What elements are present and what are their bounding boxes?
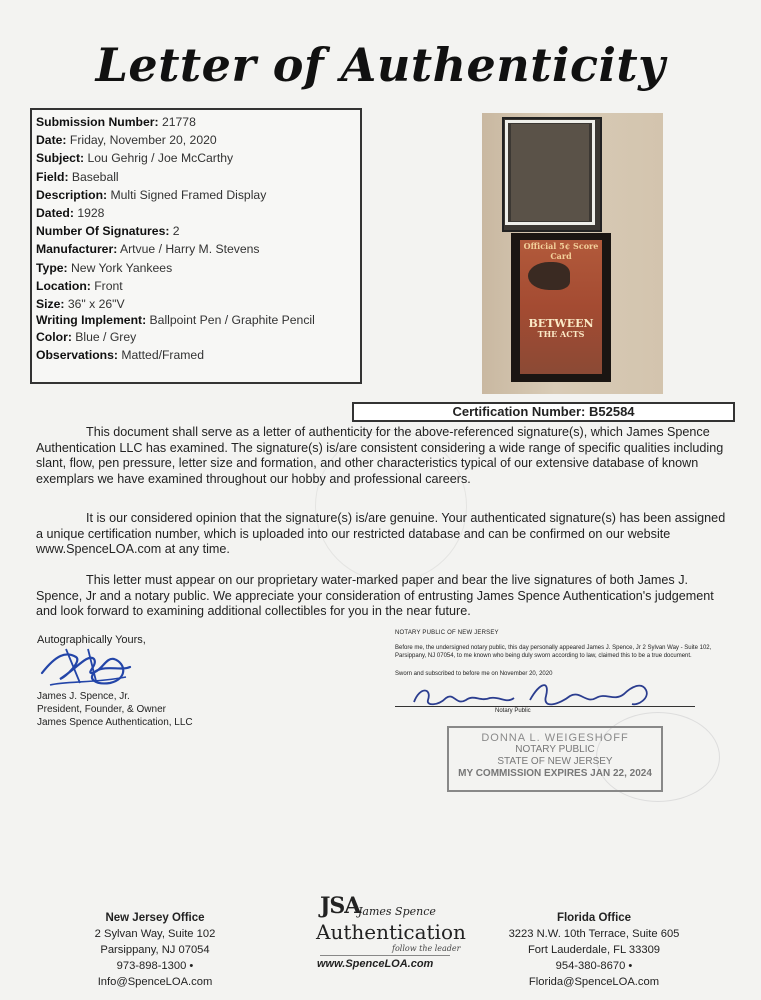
notary-signature [410,676,660,714]
submission-details-box [30,108,362,384]
hall-of-fame-plaque [511,124,589,221]
certification-number: B52584 [588,404,635,419]
page-title: Letter of Authenticity [95,38,666,92]
logo-divider [320,955,450,956]
closing-salutation: Autographically Yours, [37,634,146,646]
notary-public-label: Notary Public [495,708,531,714]
detail-row-subject: Subject: Lou Gehrig / Joe McCarthy [36,151,234,166]
logo-james-spence: James Spence [358,905,436,918]
detail-row-color: Color: Blue / Grey [36,329,137,344]
detail-row-manufacturer: Manufacturer: Artvue / Harry M. Stevens [36,242,260,257]
notary-heading: NOTARY PUBLIC OF NEW JERSEY [395,630,499,636]
logo-tagline: follow the leader [392,944,461,953]
paragraph-opinion: It is our considered opinion that the signature(s) is/are genuine. Your authenticated signature(s) has been assigned a unique certification number, which is uploaded into our restricted database and can be confirmed on our website www.SpenceLOA.com at any time. [36,511,726,557]
scorecard-shoe-ad [528,262,570,290]
notary-sworn-date: Sworn and subscribed to before me on November 20, 2020 [395,671,553,677]
detail-row-writing-implement: Writing Implement: Ballpoint Pen / Graphite Pencil [36,313,315,328]
detail-row-location: Location: Front [36,278,123,293]
office-fl-title: Florida Office [556,912,632,924]
detail-row-dated: Dated: 1928 [36,206,105,221]
notary-stamp: DONNA L. WEIGESHOFF NOTARY PUBLIC STATE OF NEW JERSEY MY COMMISSION EXPIRES JAN 22, 2024 [447,726,663,792]
notary-signature-line [395,706,695,707]
certification-number-box [352,402,735,422]
logo-jsa-text: JSA [320,893,361,919]
paragraph-watermark: This letter must appear on our proprietary water-marked paper and bear the live signatures of both James J. Spence, Jr and a notary public. We appreciate your consideration of entrusting James Spence Authentication's judgement and look forward to examining additional collectibles for you in the near future. [36,573,714,619]
office-florida: Florida Office 3223 N.W. 10th Terrace, Suite 605 Fort Lauderdale, FL 33309 954-380-8670 • Florida@SpenceLOA.com [494,910,694,990]
notary-statement: Before me, the undersigned notary public, this day personally appeared James J. Spence, Jr 2 Sylvan Way - Suite 102, Parsippany, NJ 07054, to me known who being duly sworn according to law, claimed this to be a true document. [395,645,712,659]
spence-signature [36,643,136,693]
detail-row-size: Size: 36" x 26"V [36,297,125,312]
signer-company: James Spence Authentication, LLC [37,717,193,728]
office-new-jersey: New Jersey Office 2 Sylvan Way, Suite 102 Parsippany, NJ 07054 973-898-1300 • Info@SpenceLOA.com [70,910,240,990]
office-nj-title: New Jersey Office [105,912,205,924]
logo-authentication: Authentication [316,920,466,944]
detail-row-date: Date: Friday, November 20, 2020 [36,133,217,148]
detail-row-field: Field: Baseball [36,169,119,184]
logo-website: www.SpenceLOA.com [317,958,434,970]
signer-name: James J. Spence, Jr. [37,691,130,702]
scorecard-header: Official 5¢ Score Card [523,241,599,261]
detail-row-type: Type: New York Yankees [36,260,173,275]
signer-info [37,690,193,729]
certification-label: Certification Number: [452,404,586,419]
detail-row-submission: Submission Number: 21778 [36,115,196,129]
scorecard-title: BETWEEN THE ACTS [528,317,594,339]
detail-row-signatures: Number Of Signatures: 2 [36,224,180,239]
detail-row-observations: Observations: Matted/Framed [36,347,204,362]
signer-role: President, Founder, & Owner [37,704,166,715]
detail-row-description: Description: Multi Signed Framed Display [36,187,267,202]
paragraph-authenticity: This document shall serve as a letter of authenticity for the above-referenced signature(s), which James Spence Authentication LLC has examined. The signature(s) is/are consistent considering a wide range of specific qualities including slant, flow, pen pressure, letter size and formation, and other characteristics typical of our extensive database of known exemplars we have examined throughout our hobby and professional careers. [36,425,724,486]
